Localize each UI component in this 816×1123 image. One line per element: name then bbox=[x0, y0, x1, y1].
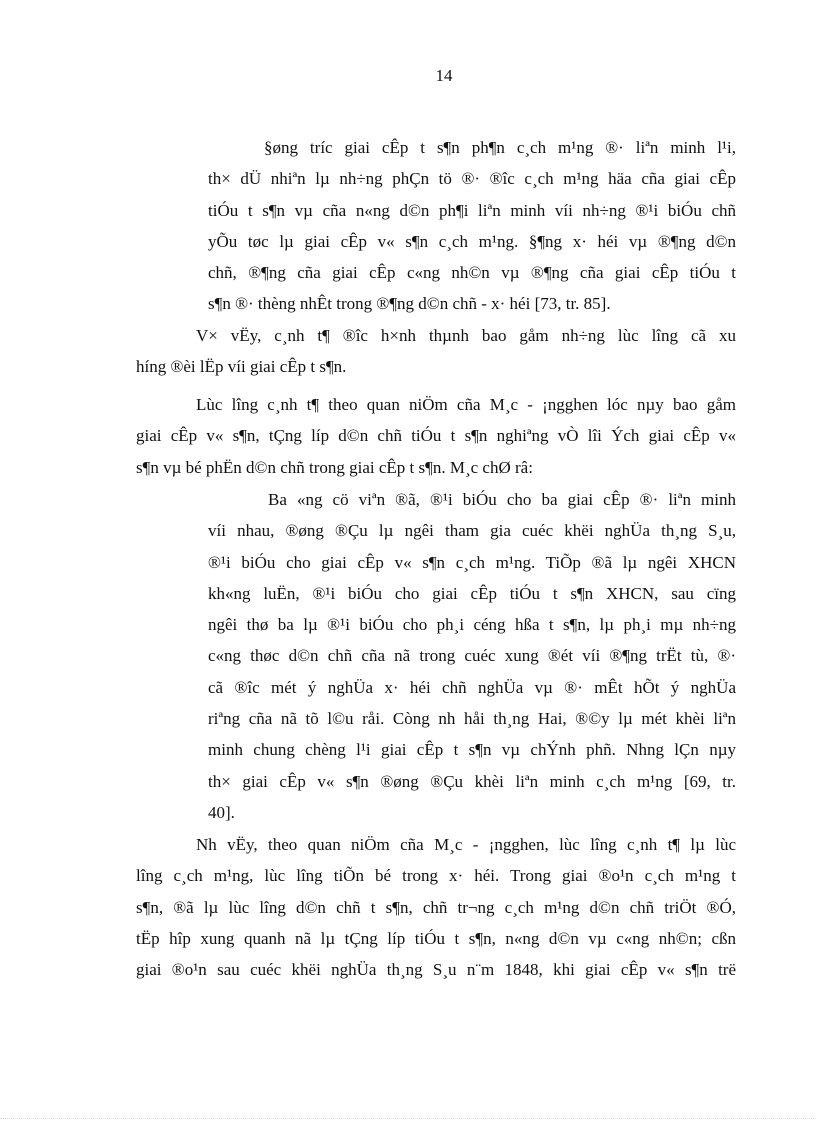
text-line: §øng tríc giai cÊp t s¶n ph¶n c¸ch m¹ng ®· liªn minh l¹i, bbox=[264, 138, 736, 157]
page-bottom-dotted-rule bbox=[0, 1118, 816, 1119]
text-line: cã ®îc mét ý nghÜa x· héi chñ nghÜa vµ ®· mÊt hÕt ý nghÜa bbox=[208, 677, 736, 697]
block-quote-1 bbox=[208, 132, 736, 320]
text-line: ®¹i biÓu cho giai cÊp v« s¶n c¸ch m¹ng. TiÕp ®ã lµ ngêi XHCN bbox=[208, 552, 736, 572]
text-line: Ba «ng cö viªn ®ã, ®¹i biÓu cho ba giai cÊp ®· liªn minh bbox=[268, 490, 736, 509]
text-line: tiÓu t s¶n vµ cña n«ng d©n ph¶i liªn minh víi nh÷ng ®¹i biÓu chñ bbox=[208, 200, 736, 220]
block-quote-2 bbox=[208, 484, 736, 828]
text-line: lîng c¸ch m¹ng, lùc lîng tiÕn bé trong x· héi. Trong giai ®o¹n c¸ch m¹ng t bbox=[136, 866, 736, 886]
paragraph-3 bbox=[136, 829, 736, 985]
text-line: s¶n, ®ã lµ lùc lîng d©n chñ t s¶n, chñ tr¬ng c¸ch m¹ng d©n chñ triÖt ®Ó, bbox=[136, 897, 736, 917]
text-line: minh chung chèng l¹i giai cÊp t s¶n vµ chÝnh phñ. Nhng lÇn nµy bbox=[208, 740, 736, 760]
text-line: th× giai cÊp v« s¶n ®øng ®Çu khèi liªn minh c¸ch m¹ng [69, tr. bbox=[208, 771, 736, 791]
text-line: c«ng thøc d©n chñ cña nã trong cuéc xung ®ét víi ®¶ng trËt tù, ®· bbox=[208, 646, 736, 666]
text-line: s¶n ®· thèng nhÊt trong ®¶ng d©n chñ - x· héi [73, tr. 85]. bbox=[208, 294, 611, 314]
text-line: víi nhau, ®øng ®Çu lµ ngêi tham gia cuéc khëi nghÜa th¸ng S¸u, bbox=[208, 521, 736, 541]
text-line: 40]. bbox=[208, 802, 235, 822]
paragraph-2 bbox=[136, 389, 736, 483]
text-line: yÕu tøc lµ giai cÊp v« s¶n c¸ch m¹ng. §¶ng x· héi vµ ®¶ng d©n bbox=[208, 231, 736, 251]
text-line: kh«ng luËn, ®¹i biÓu cho giai cÊp tiÓu t s¶n XHCN, sau cïng bbox=[208, 583, 736, 603]
text-line: V× vËy, c¸nh t¶ ®îc h×nh thµnh bao gåm nh÷ng lùc lîng cã xu bbox=[196, 326, 736, 345]
text-line: riªng cña nã tõ l©u råi. Còng nh håi th¸ng Hai, ®©y lµ mét khèi liªn bbox=[208, 709, 736, 729]
text-line: Nh vËy, theo quan niÖm cña M¸c - ¡ngghen, lùc lîng c¸nh t¶ lµ lùc bbox=[196, 835, 736, 854]
text-line: híng ®èi lËp víi giai cÊp t s¶n. bbox=[136, 357, 347, 377]
text-line: giai ®o¹n sau cuéc khëi nghÜa th¸ng S¸u n¨m 1848, khi giai cÊp v« s¶n trë bbox=[136, 960, 736, 980]
text-line: giai cÊp v« s¶n, tÇng líp d©n chñ tiÓu t s¶n nghiªng vÒ lîi Ých giai cÊp v« bbox=[136, 426, 736, 446]
page-number: 14 bbox=[435, 66, 453, 85]
text-line: s¶n vµ bé phËn d©n chñ trong giai cÊp t s¶n. M¸c chØ râ: bbox=[136, 457, 533, 477]
text-line: chñ, ®¶ng cña giai cÊp c«ng nh©n vµ ®¶ng cña giai cÊp tiÓu t bbox=[208, 263, 736, 283]
text-line: ngêi thø ba lµ ®¹i biÓu cho ph¸i céng hßa t s¶n, lµ ph¸i mµ nh÷ng bbox=[208, 615, 736, 635]
text-line: th× dÜ nhiªn lµ nh÷ng phÇn tö ®· ®îc c¸ch m¹ng häa cña giai cÊp bbox=[208, 169, 736, 189]
paragraph-1 bbox=[136, 320, 736, 383]
text-line: Lùc lîng c¸nh t¶ theo quan niÖm cña M¸c - ¡ngghen lóc nµy bao gåm bbox=[196, 395, 736, 414]
text-line: tËp hîp xung quanh nã lµ tÇng líp tiÓu t s¶n, n«ng d©n vµ c«ng nh©n; cßn bbox=[136, 928, 736, 948]
